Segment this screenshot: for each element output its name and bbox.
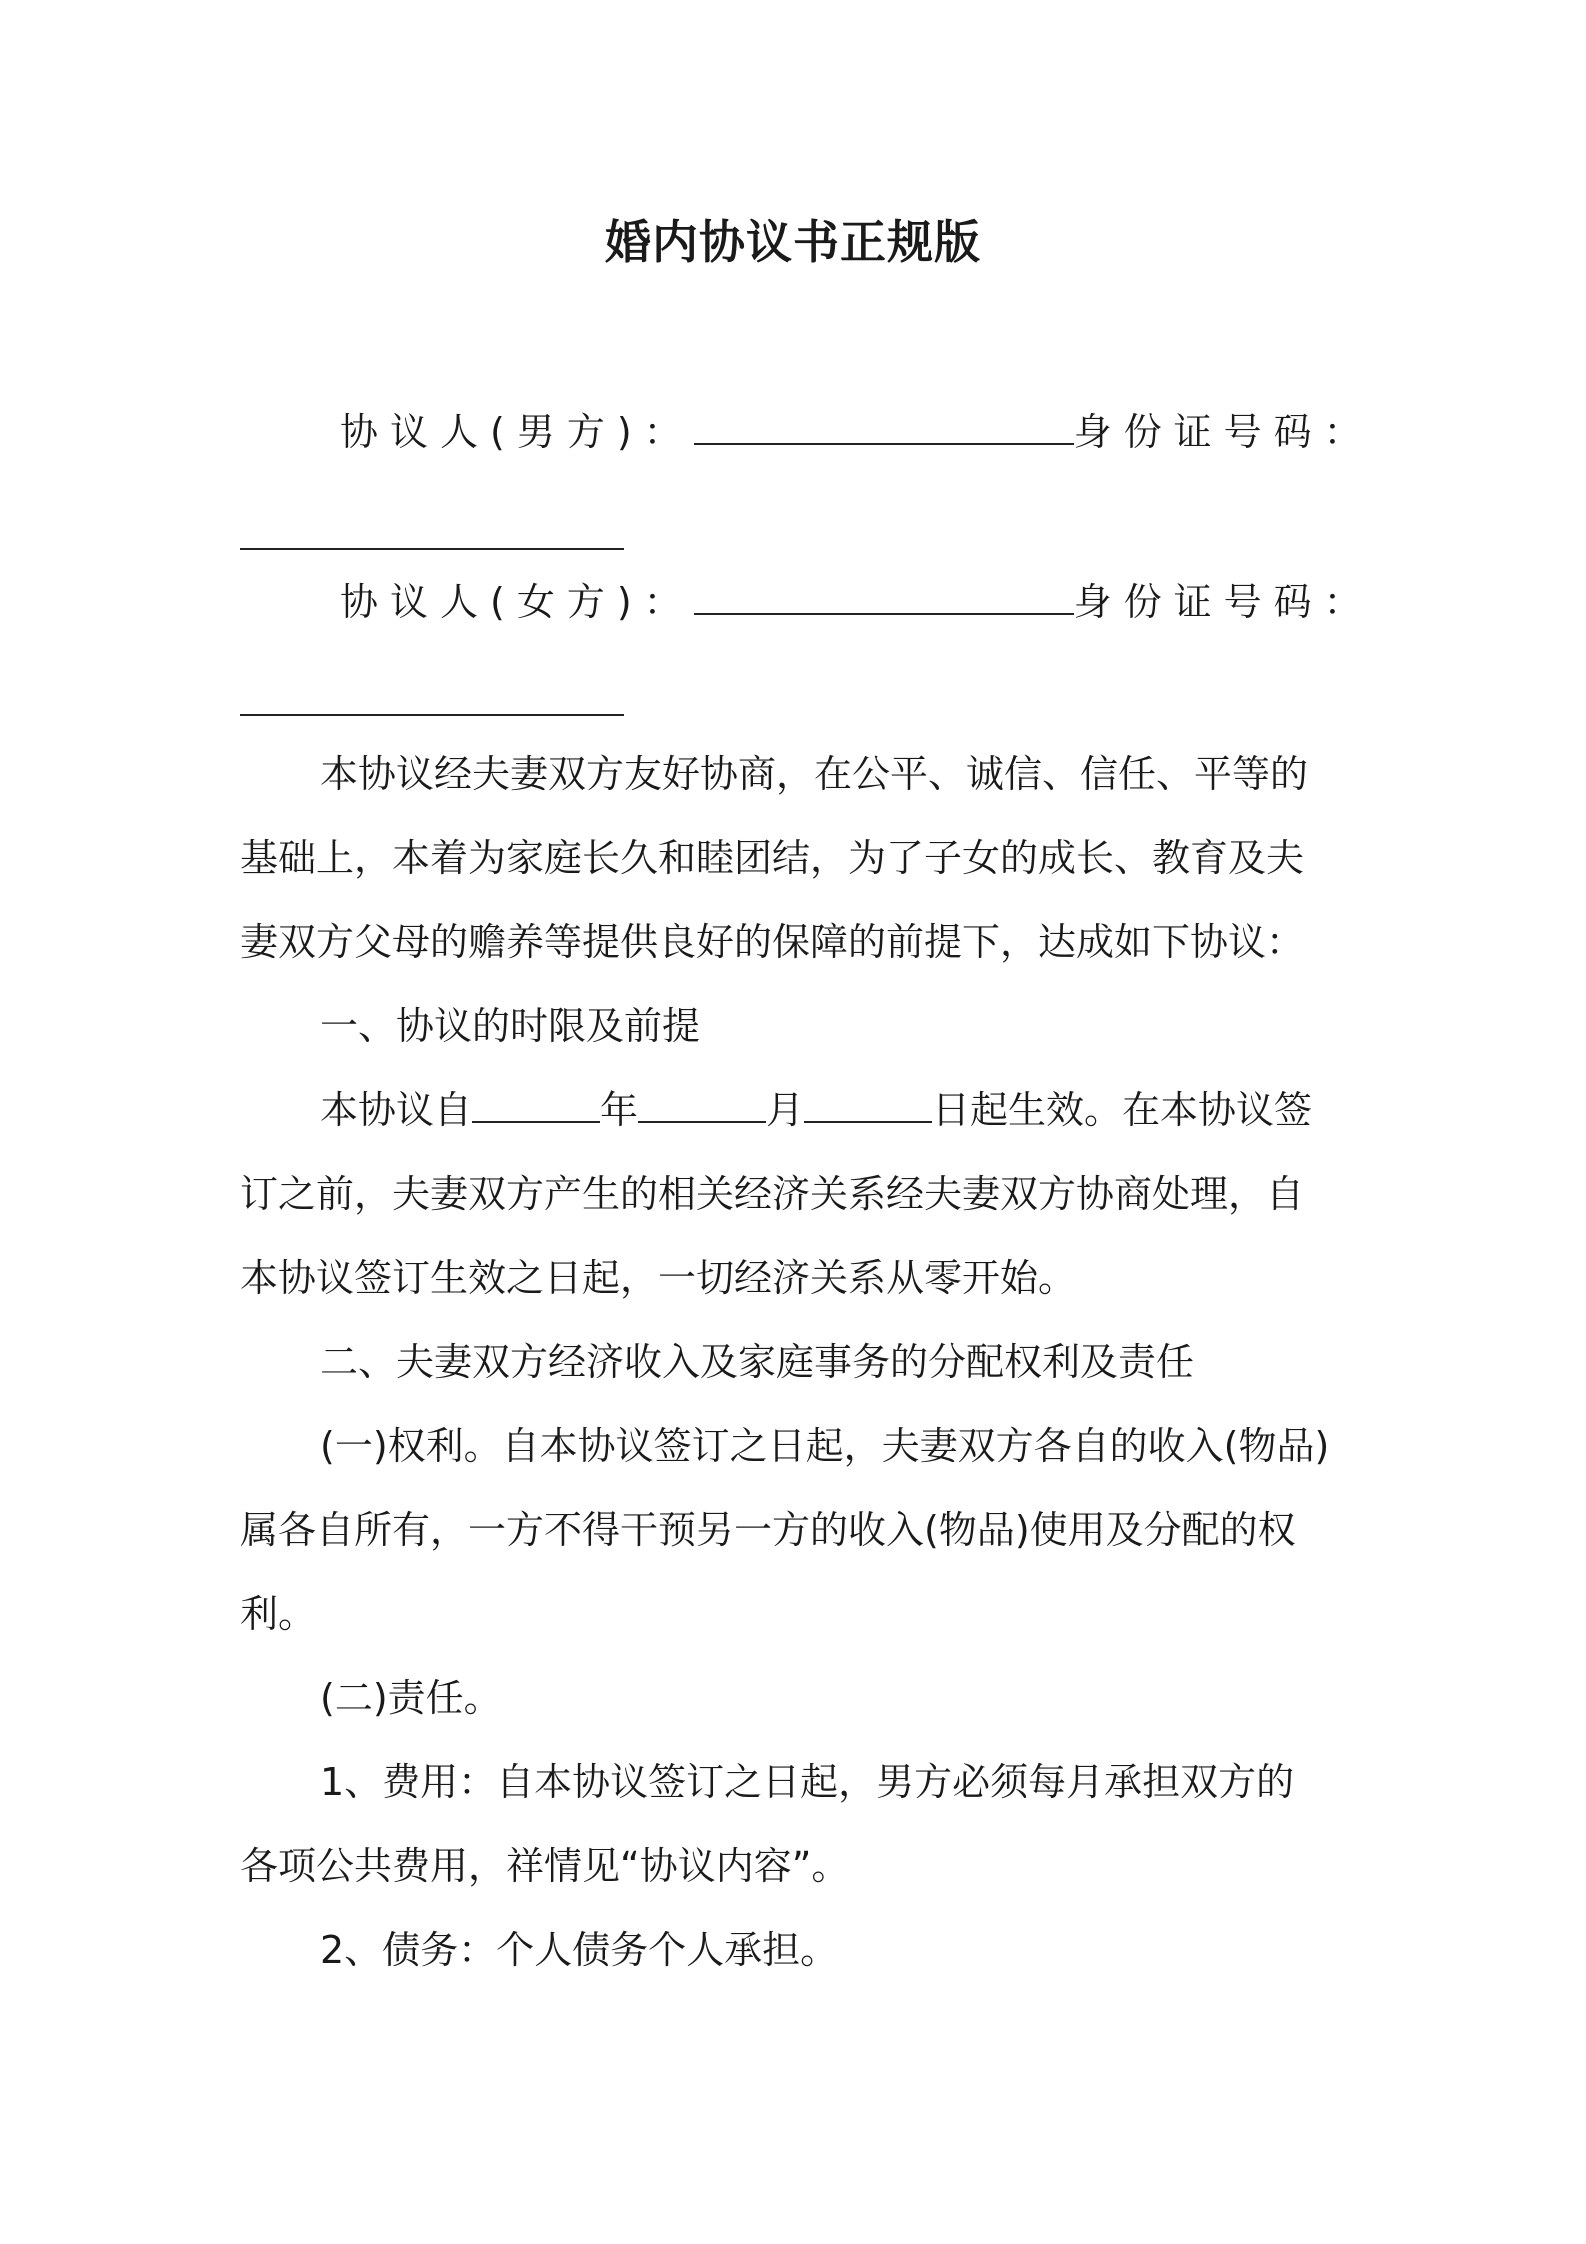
female-id-label: 身份证号码： — [1073, 580, 1374, 624]
month-blank — [638, 1087, 766, 1123]
male-party-line — [340, 402, 1450, 462]
intro-line-1: 本协议经夫妻双方友好协商，在公平、诚信、信任、平等的 — [320, 752, 1309, 796]
section2-heading: 二、夫妻双方经济收入及家庭事务的分配权利及责任 — [320, 1340, 1195, 1384]
effective-date-suffix: 日起生效。在本协议签 — [932, 1088, 1313, 1132]
intro-line-3: 妻双方父母的赡养等提供良好的保障的前提下，达成如下协议： — [240, 920, 1305, 964]
intro-line-2: 基础上，本着为家庭长久和睦团结，为了子女的成长、教育及夫 — [240, 836, 1305, 880]
section1-line-1 — [320, 1080, 1430, 1140]
year-blank — [472, 1087, 600, 1123]
day-blank — [804, 1087, 932, 1123]
effective-date-prefix: 本协议自 — [320, 1088, 473, 1132]
male-id-label: 身份证号码： — [1073, 410, 1374, 454]
section1-heading: 一、协议的时限及前提 — [320, 1004, 701, 1048]
rights-line-2: 属各自所有，一方不得干预另一方的收入(物品)使用及分配的权 — [240, 1508, 1296, 1552]
female-name-blank — [694, 579, 1074, 615]
month-label: 月 — [766, 1088, 805, 1132]
debt-line: 2、债务：个人债务个人承担。 — [320, 1928, 839, 1972]
male-name-blank — [694, 409, 1074, 445]
duty-heading: (二)责任。 — [320, 1676, 502, 1720]
male-id-blank — [240, 548, 624, 550]
rights-line-3: 利。 — [240, 1592, 317, 1636]
fee-line-1: 1、费用：自本协议签订之日起，男方必须每月承担双方的 — [320, 1760, 1295, 1804]
fee-line-2: 各项公共费用，祥情见“协议内容”。 — [240, 1844, 850, 1888]
document-title: 婚内协议书正规版 — [605, 215, 981, 269]
female-party-line — [340, 572, 1450, 632]
female-party-label: 协议人(女方)： — [340, 580, 694, 624]
section1-line-2: 订之前，夫妻双方产生的相关经济关系经夫妻双方协商处理，自 — [240, 1172, 1305, 1216]
year-label: 年 — [600, 1088, 639, 1132]
section1-line-3: 本协议签订生效之日起，一切经济关系从零开始。 — [240, 1256, 1077, 1300]
rights-line-1: (一)权利。自本协议签订之日起，夫妻双方各自的收入(物品) — [320, 1424, 1330, 1468]
male-party-label: 协议人(男方)： — [340, 410, 694, 454]
female-id-blank — [240, 714, 624, 716]
